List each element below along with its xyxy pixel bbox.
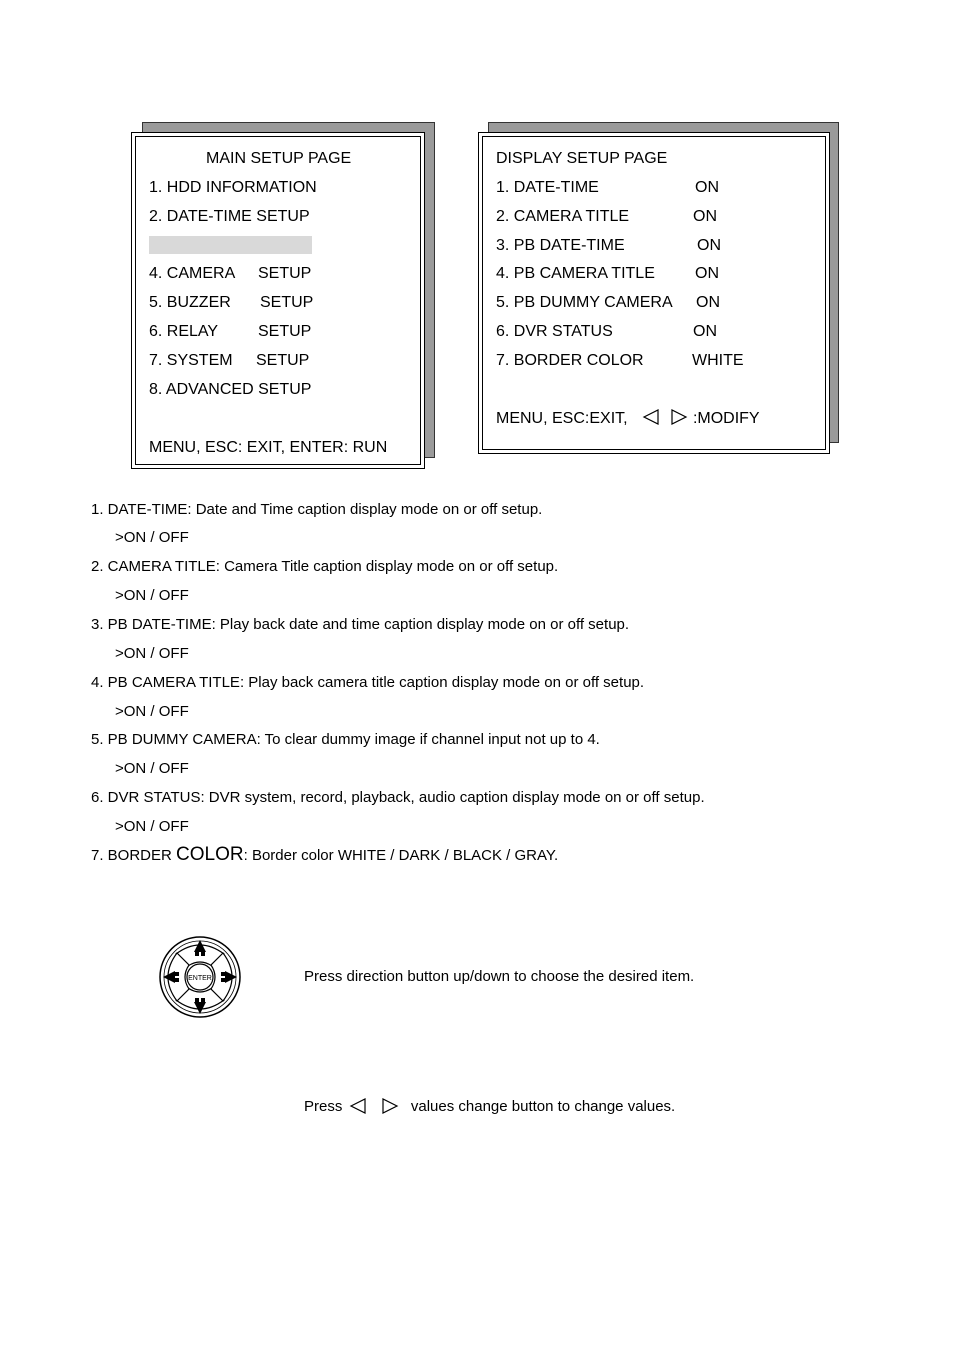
display-item-4-value[interactable]: ON: [695, 265, 719, 282]
desc-5: 5. PB DUMMY CAMERA: To clear dummy image if channel input not up to 4.: [91, 731, 600, 748]
main-item-5-suffix: SETUP: [260, 294, 314, 311]
right-arrow-icon: [379, 1098, 399, 1114]
display-item-1-label[interactable]: 1. DATE-TIME: [496, 179, 599, 196]
main-item-5[interactable]: 5. BUZZER: [149, 294, 231, 311]
desc-5-option: >ON / OFF: [115, 760, 189, 777]
desc-1-option: >ON / OFF: [115, 529, 189, 546]
display-footer-right: :MODIFY: [692, 410, 760, 427]
display-item-2-label[interactable]: 2. CAMERA TITLE: [496, 208, 630, 225]
display-item-5-label[interactable]: 5. PB DUMMY CAMERA: [496, 294, 673, 311]
display-setup-footer: [496, 409, 760, 429]
left-arrow-icon: [349, 1098, 369, 1114]
display-item-3-value[interactable]: ON: [697, 237, 721, 254]
display-setup-panel: [478, 122, 840, 456]
main-item-2[interactable]: 2. DATE-TIME SETUP: [149, 208, 310, 225]
display-item-2-value[interactable]: ON: [693, 208, 717, 225]
main-item-1[interactable]: 1. HDD INFORMATION: [149, 179, 317, 196]
desc-3-option: >ON / OFF: [115, 645, 189, 662]
desc-7: [91, 846, 558, 865]
display-item-7-value[interactable]: WHITE: [692, 352, 744, 369]
main-item-7-suffix: SETUP: [256, 352, 310, 369]
values-instruction: [304, 1098, 675, 1116]
display-setup-frame: [478, 132, 830, 454]
direction-pad-icon: [158, 934, 242, 1020]
main-item-4-suffix: SETUP: [258, 265, 312, 282]
desc-6-option: >ON / OFF: [115, 818, 189, 835]
desc-4-option: >ON / OFF: [115, 703, 189, 720]
left-arrow-icon: [642, 409, 662, 425]
display-item-7-label[interactable]: 7. BORDER COLOR: [496, 352, 644, 369]
desc-1: 1. DATE-TIME: Date and Time caption display mode on or off setup.: [91, 501, 543, 518]
display-item-1-value[interactable]: ON: [695, 179, 719, 196]
right-arrow-icon: [668, 409, 688, 425]
main-item-3-highlight[interactable]: [149, 236, 312, 254]
main-setup-footer: MENU, ESC: EXIT, ENTER: RUN: [149, 439, 388, 456]
display-footer-left: MENU, ESC:EXIT,: [496, 410, 628, 427]
desc-4: 4. PB CAMERA TITLE: Play back camera title caption display mode on or off setup.: [91, 674, 645, 691]
display-item-3-label[interactable]: 3. PB DATE-TIME: [496, 237, 625, 254]
main-item-6[interactable]: 6. RELAY: [149, 323, 219, 340]
main-setup-frame: [131, 132, 425, 469]
desc-7-prefix: 7. BORDER: [91, 847, 177, 864]
enter-label: ENTER: [188, 975, 212, 982]
display-item-6-label[interactable]: 6. DVR STATUS: [496, 323, 613, 340]
display-setup-title: DISPLAY SETUP PAGE: [496, 150, 668, 167]
display-item-6-value[interactable]: ON: [693, 323, 717, 340]
desc-7-suffix: : Border color WHITE / DARK / BLACK / GRAY.: [243, 847, 559, 864]
desc-2-option: >ON / OFF: [115, 587, 189, 604]
main-item-6-suffix: SETUP: [258, 323, 312, 340]
values-prefix: Press: [304, 1098, 343, 1115]
main-setup-title: MAIN SETUP PAGE: [206, 150, 352, 167]
desc-2: 2. CAMERA TITLE: Camera Title caption display mode on or off setup.: [91, 558, 559, 575]
values-suffix: values change button to change values.: [410, 1098, 676, 1115]
desc-7-big: COLOR: [176, 844, 244, 865]
main-item-7[interactable]: 7. SYSTEM: [149, 352, 233, 369]
main-item-8[interactable]: 8. ADVANCED SETUP: [149, 381, 312, 398]
main-item-4[interactable]: 4. CAMERA: [149, 265, 236, 282]
desc-3: 3. PB DATE-TIME: Play back date and time caption display mode on or off setup.: [91, 616, 630, 633]
display-item-4-label[interactable]: 4. PB CAMERA TITLE: [496, 265, 655, 282]
main-setup-panel: [131, 122, 436, 470]
desc-6: 6. DVR STATUS: DVR system, record, playback, audio caption display mode on or off setup.: [91, 789, 705, 806]
display-item-5-value[interactable]: ON: [696, 294, 720, 311]
direction-instruction: Press direction button up/down to choose the desired item.: [304, 968, 695, 985]
